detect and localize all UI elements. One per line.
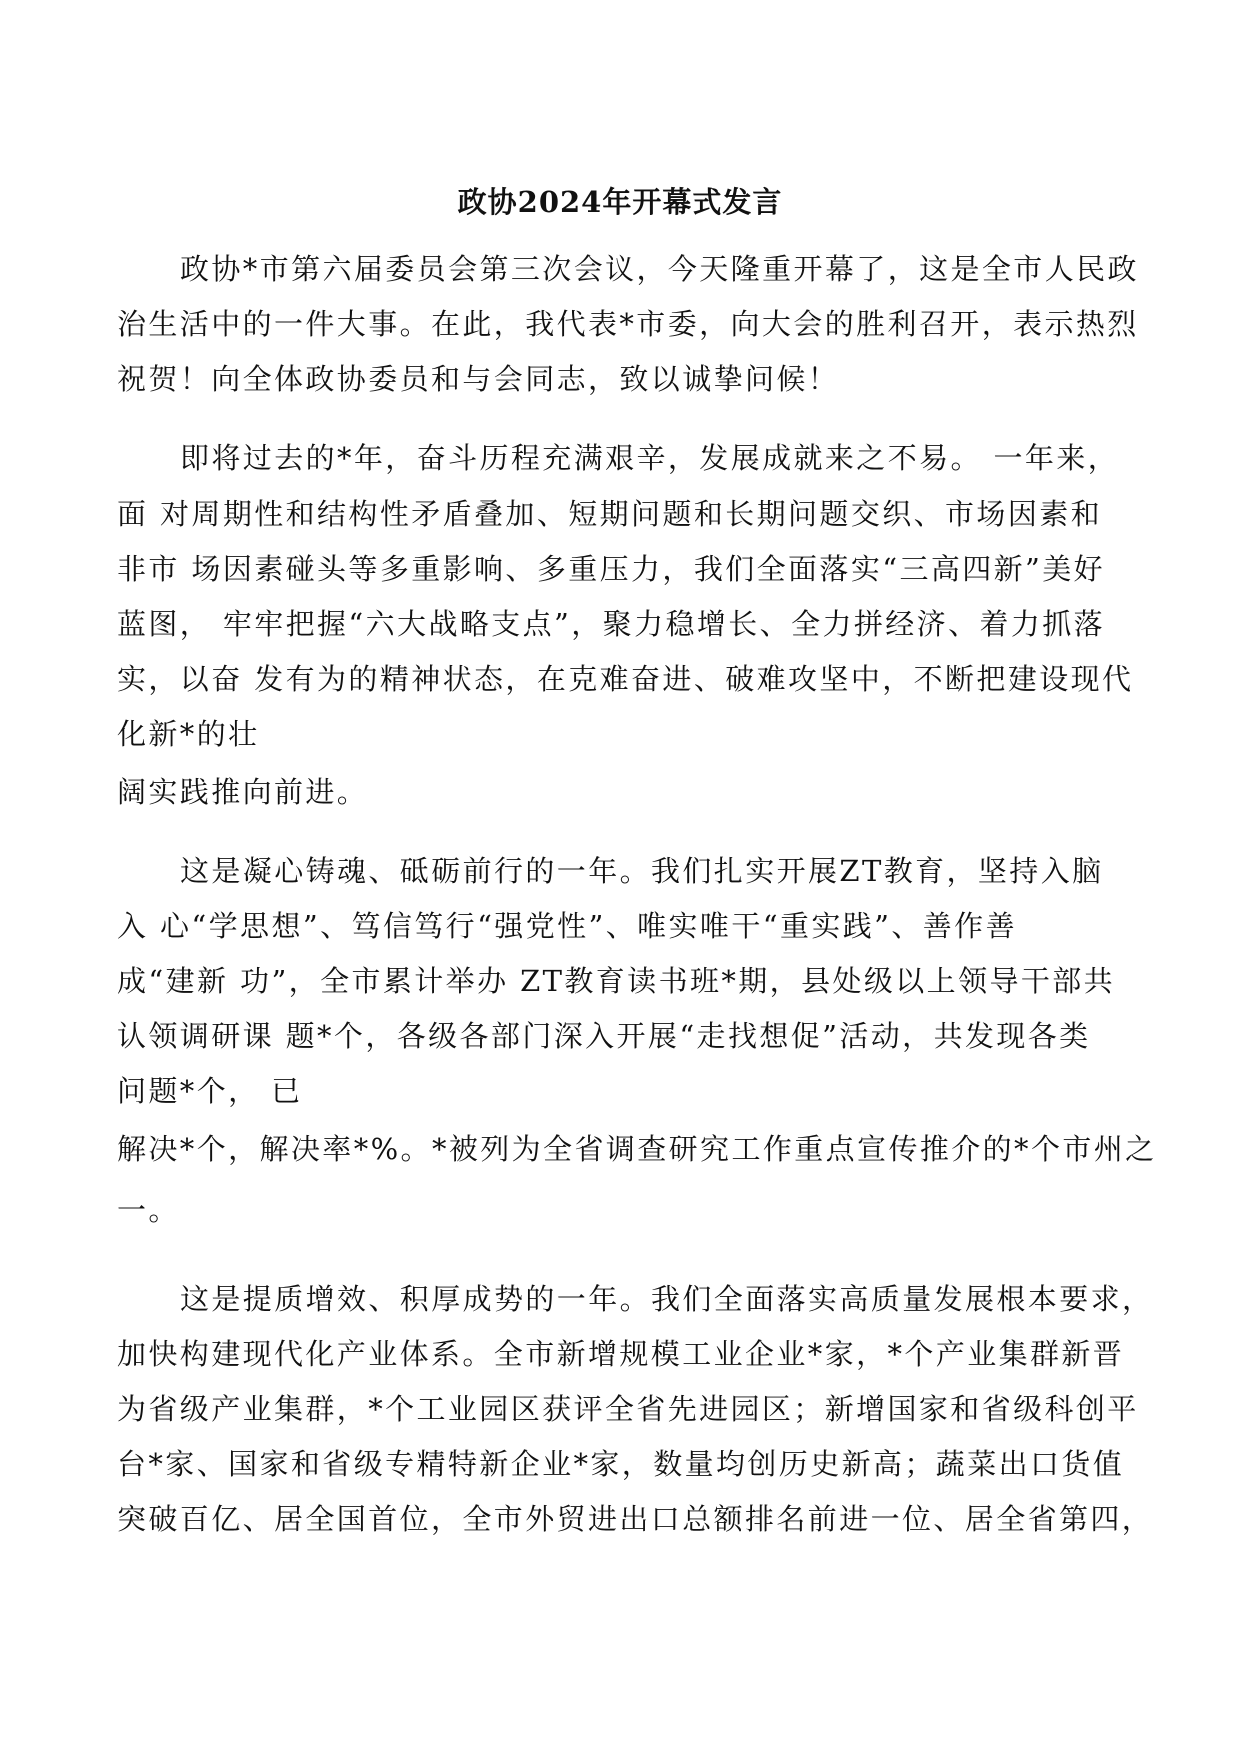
paragraph-line: 实，以奋 发有为的精神状态，在克难奋进、破难攻坚中，不断把建设现代 bbox=[117, 662, 1134, 696]
paragraph-line: 非市 场因素碰头等多重影响、多重压力，我们全面落实“三高四新”美好 bbox=[117, 552, 1106, 586]
document-title: 政协2024年开幕式发言 bbox=[457, 185, 783, 219]
paragraph-line: 即将过去的*年，奋斗历程充满艰辛，发展成就来之不易。 一年来， bbox=[180, 441, 1120, 475]
paragraph-line: 入 心“学思想”、笃信笃行“强党性”、唯实唯干“重实践”、善作善 bbox=[117, 909, 1017, 943]
paragraph-line: 为省级产业集群，*个工业园区获评全省先进园区；新增国家和省级科创平 bbox=[117, 1392, 1139, 1426]
paragraph-line: 这是凝心铸魂、砥砺前行的一年。我们扎实开展ZT教育，坚持入脑 bbox=[180, 854, 1104, 888]
paragraph-line: 面 对周期性和结构性矛盾叠加、短期问题和长期问题交织、市场因素和 bbox=[117, 497, 1103, 531]
paragraph-line: 成“建新 功”，全市累计举办 ZT教育读书班*期，县处级以上领导干部共 bbox=[117, 964, 1116, 998]
paragraph-line: 这是提质增效、积厚成势的一年。我们全面落实高质量发展根本要求， bbox=[180, 1282, 1154, 1316]
paragraph-line: 台*家、国家和省级专精特新企业*家，数量均创历史新高；蔬菜出口货值 bbox=[117, 1447, 1125, 1481]
paragraph-line: 问题*个， 已 bbox=[117, 1074, 303, 1108]
paragraph-line: 一。 bbox=[117, 1193, 180, 1227]
paragraph-line: 蓝图， 牢牢把握“六大战略支点”，聚力稳增长、全力拼经济、着力抓落 bbox=[117, 607, 1106, 641]
paragraph-line: 阔实践推向前进。 bbox=[117, 775, 369, 809]
paragraph-line: 解决*个，解决率*%。*被列为全省调查研究工作重点宣传推介的*个市州之 bbox=[117, 1132, 1157, 1166]
paragraph-line: 政协*市第六届委员会第三次会议，今天隆重开幕了，这是全市人民政 bbox=[180, 252, 1139, 286]
paragraph-line: 祝贺！向全体政协委员和与会同志，致以诚挚问候！ bbox=[117, 362, 840, 396]
paragraph-line: 治生活中的一件大事。在此，我代表*市委，向大会的胜利召开，表示热烈 bbox=[117, 307, 1139, 341]
paragraph-line: 化新*的壮 bbox=[117, 717, 260, 751]
paragraph-line: 突破百亿、居全国首位，全市外贸进出口总额排名前进一位、居全省第四， bbox=[117, 1502, 1154, 1536]
paragraph-line: 加快构建现代化产业体系。全市新增规模工业企业*家，*个产业集群新晋 bbox=[117, 1337, 1125, 1371]
paragraph-line: 认领调研课 题*个，各级各部门深入开展“走找想促”活动，共发现各类 bbox=[117, 1019, 1091, 1053]
